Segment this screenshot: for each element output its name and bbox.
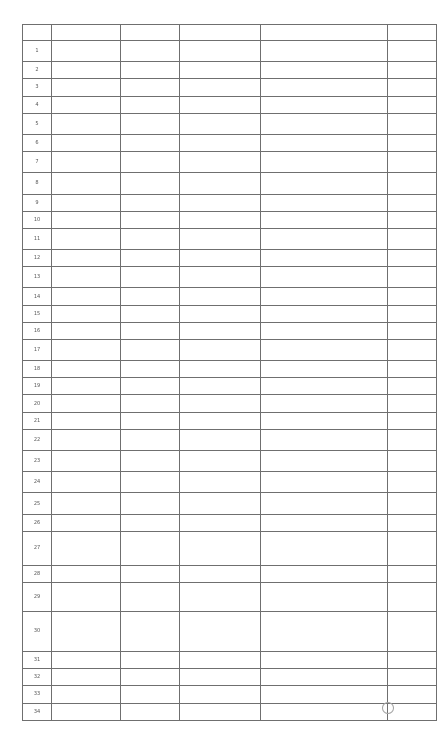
- cell-unit: [261, 134, 388, 151]
- cell-unit: [261, 267, 388, 288]
- cell-unit: [261, 611, 388, 651]
- table-header-row: [23, 25, 437, 41]
- table-row: [23, 194, 437, 211]
- cell-birth: [121, 412, 180, 429]
- cell-birth: [121, 652, 180, 669]
- cell-major: [180, 228, 261, 249]
- cell-name: [52, 96, 121, 113]
- cell-note: [388, 361, 437, 378]
- cell-birth: [121, 134, 180, 151]
- cell-number: 1: [23, 41, 52, 62]
- table-row: [23, 41, 437, 62]
- cell-unit: [261, 96, 388, 113]
- cell-unit: [261, 41, 388, 62]
- cell-birth: [121, 451, 180, 472]
- table-row: [23, 514, 437, 531]
- cell-number: 31: [23, 652, 52, 669]
- cell-major: [180, 378, 261, 395]
- cell-major: [180, 451, 261, 472]
- cell-unit: [261, 378, 388, 395]
- cell-unit: [261, 211, 388, 228]
- cell-number: 33: [23, 686, 52, 703]
- cell-name: [52, 429, 121, 450]
- table-row: [23, 339, 437, 360]
- cell-major: [180, 96, 261, 113]
- source-watermark: [382, 702, 396, 715]
- cell-major: [180, 113, 261, 134]
- table-row: [23, 267, 437, 288]
- cell-number: 8: [23, 173, 52, 194]
- cell-note: [388, 267, 437, 288]
- cell-major: [180, 531, 261, 565]
- cell-major: [180, 267, 261, 288]
- table-body: [23, 41, 437, 721]
- cell-number: 15: [23, 305, 52, 322]
- table-row: [23, 412, 437, 429]
- cell-number: 6: [23, 134, 52, 151]
- cell-birth: [121, 173, 180, 194]
- cell-number: 20: [23, 395, 52, 412]
- document-title: [0, 5, 440, 19]
- cell-name: [52, 686, 121, 703]
- cell-note: [388, 412, 437, 429]
- cell-name: [52, 134, 121, 151]
- table-row: [23, 531, 437, 565]
- cell-name: [52, 493, 121, 514]
- table-row: [23, 686, 437, 703]
- cell-unit: [261, 339, 388, 360]
- cell-birth: [121, 686, 180, 703]
- cell-birth: [121, 472, 180, 493]
- cell-major: [180, 583, 261, 611]
- cell-name: [52, 583, 121, 611]
- cell-note: [388, 669, 437, 686]
- cell-name: [52, 611, 121, 651]
- cell-unit: [261, 305, 388, 322]
- col-header-birth: [121, 25, 180, 41]
- cell-note: [388, 531, 437, 565]
- cell-number: 23: [23, 451, 52, 472]
- cell-unit: [261, 79, 388, 96]
- cell-number: 26: [23, 514, 52, 531]
- cell-birth: [121, 531, 180, 565]
- cell-unit: [261, 412, 388, 429]
- cell-number: 3: [23, 79, 52, 96]
- cell-unit: [261, 669, 388, 686]
- table-row: [23, 703, 437, 720]
- cell-note: [388, 152, 437, 173]
- cell-birth: [121, 152, 180, 173]
- cell-note: [388, 305, 437, 322]
- cell-major: [180, 412, 261, 429]
- cell-unit: [261, 250, 388, 267]
- cell-name: [52, 514, 121, 531]
- cell-birth: [121, 669, 180, 686]
- cell-unit: [261, 686, 388, 703]
- cell-birth: [121, 250, 180, 267]
- cell-note: [388, 686, 437, 703]
- cell-birth: [121, 361, 180, 378]
- cell-number: 28: [23, 566, 52, 583]
- cell-name: [52, 669, 121, 686]
- col-header-unit: [261, 25, 388, 41]
- cell-birth: [121, 113, 180, 134]
- cell-number: 16: [23, 322, 52, 339]
- cell-birth: [121, 566, 180, 583]
- cell-number: 32: [23, 669, 52, 686]
- table-row: [23, 79, 437, 96]
- cell-name: [52, 703, 121, 720]
- cell-note: [388, 173, 437, 194]
- cell-note: [388, 96, 437, 113]
- table-row: [23, 96, 437, 113]
- cell-unit: [261, 395, 388, 412]
- cell-number: 13: [23, 267, 52, 288]
- table-row: [23, 583, 437, 611]
- cell-major: [180, 250, 261, 267]
- cell-name: [52, 152, 121, 173]
- cell-unit: [261, 493, 388, 514]
- cell-number: 27: [23, 531, 52, 565]
- cell-name: [52, 566, 121, 583]
- academician-roster-table: [22, 24, 437, 721]
- cell-note: [388, 79, 437, 96]
- cell-unit: [261, 703, 388, 720]
- cell-name: [52, 531, 121, 565]
- table-row: [23, 395, 437, 412]
- cell-major: [180, 611, 261, 651]
- cell-major: [180, 79, 261, 96]
- col-header-number: [23, 25, 52, 41]
- cell-birth: [121, 395, 180, 412]
- cell-unit: [261, 228, 388, 249]
- table-row: [23, 451, 437, 472]
- cell-birth: [121, 288, 180, 305]
- cell-major: [180, 493, 261, 514]
- cell-number: 29: [23, 583, 52, 611]
- cell-major: [180, 134, 261, 151]
- cell-number: 12: [23, 250, 52, 267]
- table-row: [23, 429, 437, 450]
- cell-name: [52, 412, 121, 429]
- cell-note: [388, 566, 437, 583]
- table-row: [23, 250, 437, 267]
- cell-birth: [121, 41, 180, 62]
- cell-number: 24: [23, 472, 52, 493]
- cell-birth: [121, 96, 180, 113]
- cell-birth: [121, 322, 180, 339]
- cell-number: 18: [23, 361, 52, 378]
- table-row: [23, 113, 437, 134]
- cell-birth: [121, 305, 180, 322]
- cell-unit: [261, 652, 388, 669]
- cell-note: [388, 113, 437, 134]
- cell-note: [388, 288, 437, 305]
- cell-birth: [121, 228, 180, 249]
- cell-name: [52, 113, 121, 134]
- cell-major: [180, 62, 261, 79]
- cell-note: [388, 451, 437, 472]
- cell-number: 30: [23, 611, 52, 651]
- cell-number: 2: [23, 62, 52, 79]
- cell-note: [388, 194, 437, 211]
- cell-number: 34: [23, 703, 52, 720]
- table-row: [23, 62, 437, 79]
- cell-name: [52, 79, 121, 96]
- cell-major: [180, 288, 261, 305]
- cell-note: [388, 493, 437, 514]
- cell-number: 22: [23, 429, 52, 450]
- cell-unit: [261, 113, 388, 134]
- cell-number: 14: [23, 288, 52, 305]
- cell-unit: [261, 361, 388, 378]
- cell-name: [52, 211, 121, 228]
- cell-birth: [121, 339, 180, 360]
- cell-major: [180, 429, 261, 450]
- cell-note: [388, 250, 437, 267]
- cell-unit: [261, 583, 388, 611]
- cell-note: [388, 62, 437, 79]
- cell-note: [388, 652, 437, 669]
- table-row: [23, 322, 437, 339]
- cell-number: 25: [23, 493, 52, 514]
- table-row: [23, 652, 437, 669]
- cell-note: [388, 228, 437, 249]
- cell-major: [180, 211, 261, 228]
- cell-note: [388, 514, 437, 531]
- cell-name: [52, 652, 121, 669]
- table-row: [23, 566, 437, 583]
- cell-unit: [261, 194, 388, 211]
- cell-major: [180, 652, 261, 669]
- cell-name: [52, 472, 121, 493]
- cell-major: [180, 194, 261, 211]
- cell-major: [180, 514, 261, 531]
- table-row: [23, 228, 437, 249]
- cell-name: [52, 378, 121, 395]
- cell-note: [388, 611, 437, 651]
- cell-note: [388, 211, 437, 228]
- table-row: [23, 288, 437, 305]
- cell-number: 10: [23, 211, 52, 228]
- cell-name: [52, 339, 121, 360]
- cell-major: [180, 305, 261, 322]
- cell-major: [180, 361, 261, 378]
- cell-unit: [261, 429, 388, 450]
- table-row: [23, 305, 437, 322]
- cell-unit: [261, 288, 388, 305]
- cell-name: [52, 361, 121, 378]
- cell-name: [52, 62, 121, 79]
- cell-birth: [121, 62, 180, 79]
- cell-birth: [121, 211, 180, 228]
- cell-unit: [261, 322, 388, 339]
- cell-major: [180, 152, 261, 173]
- col-header-note: [388, 25, 437, 41]
- cell-name: [52, 395, 121, 412]
- cell-major: [180, 669, 261, 686]
- cell-note: [388, 583, 437, 611]
- cell-unit: [261, 451, 388, 472]
- cell-name: [52, 194, 121, 211]
- table-row: [23, 134, 437, 151]
- cell-name: [52, 250, 121, 267]
- cell-name: [52, 322, 121, 339]
- cell-note: [388, 41, 437, 62]
- cell-birth: [121, 194, 180, 211]
- cell-major: [180, 703, 261, 720]
- cell-name: [52, 305, 121, 322]
- table-row: [23, 472, 437, 493]
- cell-birth: [121, 611, 180, 651]
- cell-birth: [121, 583, 180, 611]
- cell-birth: [121, 429, 180, 450]
- cell-number: 17: [23, 339, 52, 360]
- cell-number: 19: [23, 378, 52, 395]
- cell-major: [180, 472, 261, 493]
- cell-note: [388, 134, 437, 151]
- cell-note: [388, 429, 437, 450]
- cell-unit: [261, 531, 388, 565]
- cell-major: [180, 566, 261, 583]
- cell-birth: [121, 79, 180, 96]
- table-row: [23, 152, 437, 173]
- cell-unit: [261, 514, 388, 531]
- cell-birth: [121, 378, 180, 395]
- table-row: [23, 493, 437, 514]
- cell-note: [388, 339, 437, 360]
- table-row: [23, 669, 437, 686]
- col-header-major: [180, 25, 261, 41]
- cell-major: [180, 41, 261, 62]
- cell-birth: [121, 267, 180, 288]
- cell-unit: [261, 152, 388, 173]
- cell-name: [52, 267, 121, 288]
- cell-name: [52, 173, 121, 194]
- cell-birth: [121, 493, 180, 514]
- cell-number: 21: [23, 412, 52, 429]
- cell-name: [52, 288, 121, 305]
- table-row: [23, 378, 437, 395]
- table-row: [23, 361, 437, 378]
- cell-number: 9: [23, 194, 52, 211]
- cell-major: [180, 686, 261, 703]
- cell-major: [180, 173, 261, 194]
- table-row: [23, 173, 437, 194]
- cell-name: [52, 41, 121, 62]
- cell-name: [52, 228, 121, 249]
- cell-unit: [261, 566, 388, 583]
- table-row: [23, 611, 437, 651]
- cell-unit: [261, 472, 388, 493]
- cell-number: 11: [23, 228, 52, 249]
- cell-unit: [261, 173, 388, 194]
- cell-number: 5: [23, 113, 52, 134]
- cell-birth: [121, 703, 180, 720]
- weibo-icon: [382, 702, 394, 714]
- cell-number: 7: [23, 152, 52, 173]
- table-row: [23, 211, 437, 228]
- cell-birth: [121, 514, 180, 531]
- cell-major: [180, 395, 261, 412]
- cell-note: [388, 395, 437, 412]
- cell-number: 4: [23, 96, 52, 113]
- cell-note: [388, 322, 437, 339]
- cell-major: [180, 339, 261, 360]
- cell-name: [52, 451, 121, 472]
- col-header-name: [52, 25, 121, 41]
- cell-unit: [261, 62, 388, 79]
- cell-major: [180, 322, 261, 339]
- cell-note: [388, 472, 437, 493]
- cell-note: [388, 378, 437, 395]
